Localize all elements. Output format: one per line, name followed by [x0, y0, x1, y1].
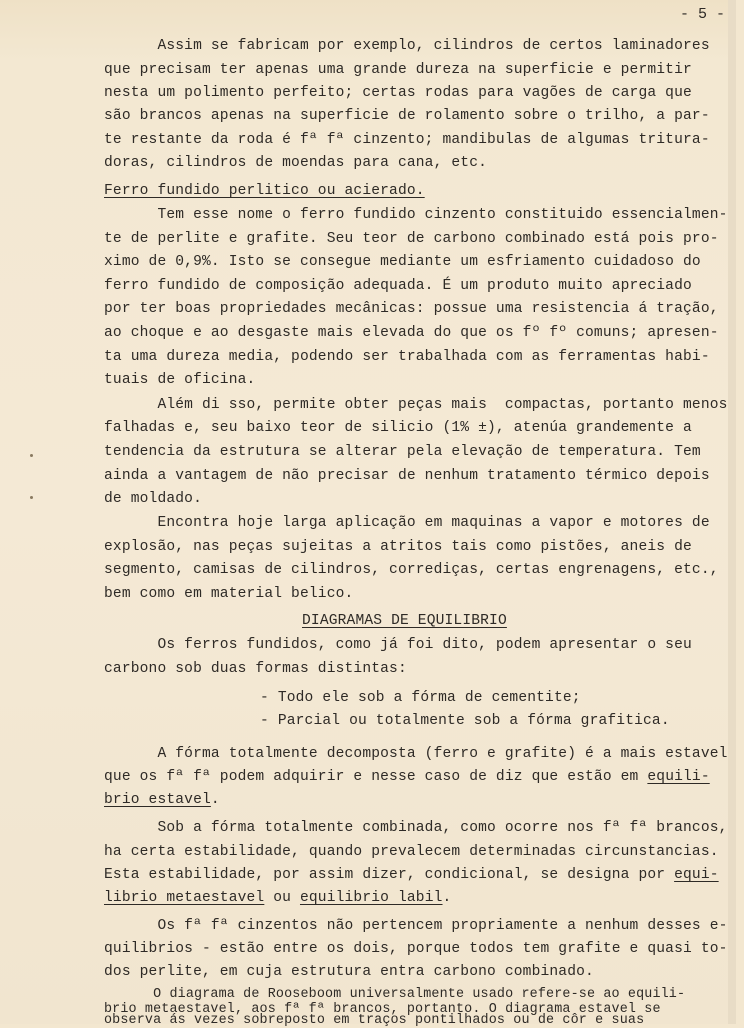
text-line: Sob a fórma totalmente combinada, como ocorre nos fª fª brancos, [104, 820, 728, 836]
text-line [104, 889, 451, 907]
text-line: bem como em material belico. [104, 586, 354, 602]
text-line: dos perlite, em cuja estrutura entra carbono combinado. [104, 964, 594, 980]
text-line: ainda a vantagem de não precisar de nenhum tratamento térmico depois [104, 468, 710, 484]
text-line: quilibrios - estão entre os dois, porque todos tem grafite e quasi to- [104, 941, 728, 957]
text-line [104, 768, 710, 786]
text-line: ximo de 0,9%. Isto se consegue mediante um esfriamento cuidadoso do [104, 254, 701, 270]
text-line: segmento, camisas de cilindros, corrediças, certas engrenagens, etc., [104, 562, 719, 578]
text-line: tuais de oficina. [104, 372, 256, 388]
paper-blemish [30, 496, 33, 499]
text-line: nesta um polimento perfeito; certas rodas para vagões de carga que [104, 85, 692, 101]
text-span: que os fª fª podem adquirir e nesse caso de diz que estão em [104, 769, 648, 785]
term-equilibrio-estavel: equili- [647, 769, 710, 785]
text-line: A fórma totalmente decomposta (ferro e grafite) é a mais estavel [104, 746, 728, 762]
text-line: que precisam ter apenas uma grande dureza na superficie e permitir [104, 62, 692, 78]
text-line: O diagrama de Rooseboom universalmente usado refere-se ao equili- [104, 987, 686, 1002]
text-line: brio metaestavel, aos fª fª brancos, portanto. O diagrama estavel se [104, 1002, 661, 1017]
text-line: te restante da roda é fª fª cinzento; mandibulas de algumas tritura- [104, 132, 710, 148]
text-span: ou [264, 890, 300, 906]
text-line: ha certa estabilidade, quando prevalecem determinadas circunstancias. [104, 844, 719, 860]
text-span: Esta estabilidade, por assim dizer, condicional, se designa por [104, 867, 675, 883]
text-line: ta uma dureza media, podendo ser trabalhada com as ferramentas habi- [104, 349, 710, 365]
text-line [104, 866, 719, 884]
term-equilibrio-metaestavel: equi- [674, 867, 719, 883]
list-item: - Todo ele sob a fórma de cementite; [260, 690, 581, 706]
list-item: - Parcial ou totalmente sob a fórma grafitica. [260, 713, 670, 729]
text-line: Os fª fª cinzentos não pertencem propriamente a nenhum desses e- [104, 918, 728, 934]
text-line: observa ás vezes sobreposto em traços pontilhados ou de côr e suas [104, 1013, 645, 1028]
text-line: ferro fundido de composição adequada. É um produto muito apreciado [104, 278, 692, 294]
text-line: Além di sso, permite obter peças mais compactas, portanto menos [104, 397, 728, 413]
text-span: . [210, 792, 220, 808]
text-line: falhadas e, seu baixo teor de silicio (1% ±), atenúa grandemente a [104, 420, 692, 436]
paper-blemish [30, 454, 33, 457]
text-line: explosão, nas peças sujeitas a atritos tais como pistões, aneis de [104, 539, 692, 555]
text-line: doras, cilindros de moendas para cana, etc. [104, 155, 488, 171]
term-equilibrio-labil: equilibrio labil [299, 890, 443, 906]
text-line [104, 791, 220, 809]
text-line: são brancos apenas na superficie de rolamento sobre o trilho, a par- [104, 108, 710, 124]
text-line: carbono sob duas formas distintas: [104, 661, 407, 677]
page-edge [728, 0, 736, 1024]
text-line: ao choque e ao desgaste mais elevada do que os fº fº comuns; apresen- [104, 325, 719, 341]
term-equilibrio-metaestavel: librio metaestavel [104, 890, 265, 906]
text-line: Encontra hoje larga aplicação em maquinas a vapor e motores de [104, 515, 710, 531]
page-number: - 5 - [680, 6, 726, 23]
term-equilibrio-estavel: brio estavel [104, 792, 211, 808]
text-line: te de perlite e grafite. Seu teor de carbono combinado está pois pro- [104, 231, 719, 247]
text-line: Tem esse nome o ferro fundido cinzento constituido essencialmen- [104, 207, 728, 223]
text-line: por ter boas propriedades mecânicas: possue uma resistencia á tração, [104, 301, 719, 317]
text-span: . [442, 890, 452, 906]
section-heading-diagramas: DIAGRAMAS DE EQUILIBRIO [302, 613, 507, 629]
section-heading-ferro-perlitico: Ferro fundido perlitico ou acierado. [104, 183, 425, 199]
text-line: tendencia da estrutura se alterar pela elevação de temperatura. Tem [104, 444, 701, 460]
text-line: de moldado. [104, 491, 202, 507]
text-line: Assim se fabricam por exemplo, cilindros de certos laminadores [104, 38, 710, 54]
text-line: Os ferros fundidos, como já foi dito, podem apresentar o seu [104, 637, 692, 653]
